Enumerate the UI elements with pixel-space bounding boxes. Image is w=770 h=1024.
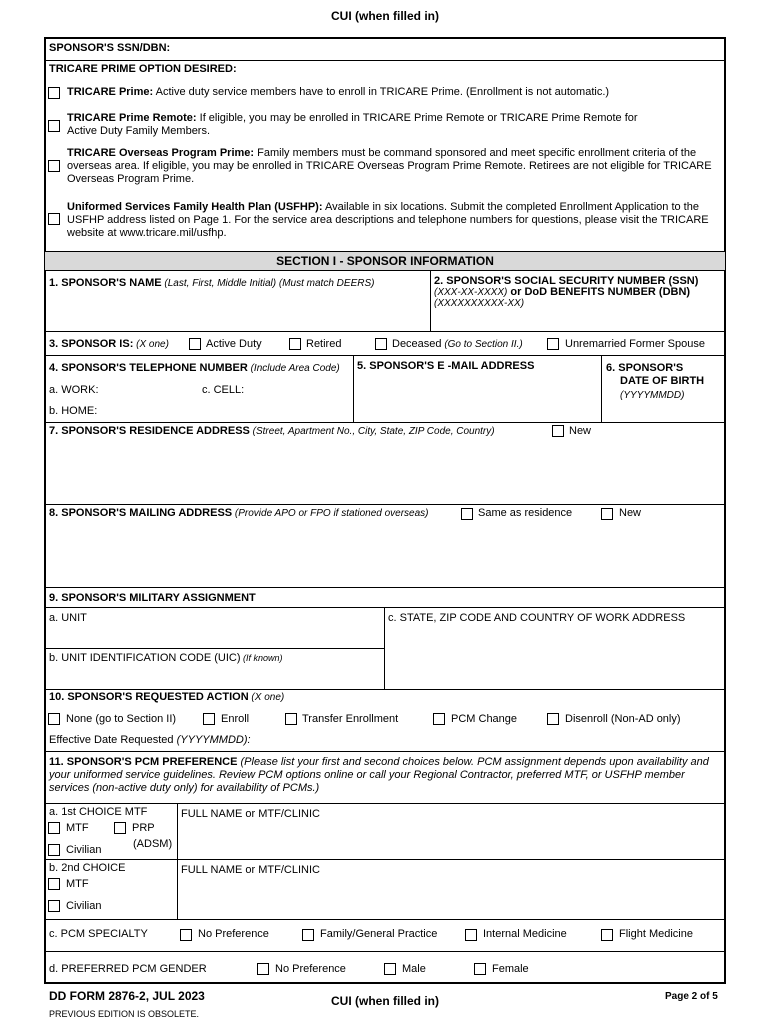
- uic-label: b. UNIT IDENTIFICATION CODE (UIC) (If known): [49, 652, 283, 664]
- retired-checkbox[interactable]: [289, 338, 301, 350]
- work-phone-label: a. WORK:: [49, 384, 99, 396]
- usfhp-checkbox[interactable]: [48, 213, 60, 225]
- first-choice-civilian-checkbox[interactable]: [48, 844, 60, 856]
- sponsor-dob-label-2: DATE OF BIRTH: [620, 375, 705, 387]
- pcm-preference-label: 11. SPONSOR'S PCM PREFERENCE (Please list your first and second choices below. PCM assignment depends upon availability and your uniformed service guidelines. Review PCM options online or call your Regional Contractor, preferred MTF, or USFHP member services (non-active duty only) for availability of PCMs.): [49, 756, 709, 794]
- specialty-internal-medicine-label: Internal Medicine: [483, 928, 567, 940]
- action-transfer-label: Transfer Enrollment: [302, 713, 399, 725]
- unit-label: a. UNIT: [49, 612, 87, 624]
- gender-male-checkbox[interactable]: [384, 963, 396, 975]
- first-choice-mtf-checkbox[interactable]: [48, 822, 60, 834]
- home-phone-label: b. HOME:: [49, 405, 98, 417]
- second-choice-civilian-checkbox[interactable]: [48, 900, 60, 912]
- sponsor-telephone-label: 4. SPONSOR'S TELEPHONE NUMBER (Include Area Code): [49, 362, 340, 374]
- mailing-address-input[interactable]: [46, 523, 724, 585]
- work-address-input[interactable]: [385, 626, 724, 688]
- tricare-prime-remote-text: TRICARE Prime Remote: If eligible, you may be enrolled in TRICARE Prime Remote or TRICARE Prime Remote for Active Duty Family Members.: [67, 112, 638, 137]
- specialty-family-practice-label: Family/General Practice: [320, 928, 438, 940]
- first-choice-civilian-label: Civilian: [66, 844, 102, 856]
- unremarried-former-spouse-label: Unremarried Former Spouse: [565, 338, 705, 350]
- second-choice-mtf-checkbox[interactable]: [48, 878, 60, 890]
- active-duty-checkbox[interactable]: [189, 338, 201, 350]
- first-choice-fullname-label: FULL NAME or MTF/CLINIC: [181, 808, 320, 820]
- usfhp-text: Uniformed Services Family Health Plan (USFHP): Available in six locations. Submit the completed Enrollment Application to the USFHP address listed on Page 1. For the service area descriptions and telephone numbers for questions, please visit the TRICARE website at www.tricare.mil/usfhp.: [67, 201, 709, 239]
- first-choice-mtf-label: MTF: [66, 822, 89, 834]
- specialty-no-preference-label: No Preference: [198, 928, 269, 940]
- unit-input[interactable]: [46, 626, 383, 647]
- action-enroll-label: Enroll: [221, 713, 250, 725]
- action-transfer-checkbox[interactable]: [285, 713, 297, 725]
- sponsor-ssn-input[interactable]: [431, 311, 725, 330]
- cui-footer: CUI (when filled in): [331, 994, 439, 1008]
- same-as-residence-label: Same as residence: [478, 507, 573, 519]
- specialty-no-preference-checkbox[interactable]: [180, 929, 192, 941]
- tricare-prime-remote-checkbox[interactable]: [48, 120, 60, 132]
- uic-input[interactable]: [46, 666, 383, 688]
- deceased-label: Deceased (Go to Section II.): [392, 338, 523, 350]
- form-number: DD FORM 2876-2, JUL 2023: [49, 989, 205, 1003]
- specialty-internal-medicine-checkbox[interactable]: [465, 929, 477, 941]
- first-choice-fullname-input[interactable]: [178, 822, 724, 858]
- deceased-checkbox[interactable]: [375, 338, 387, 350]
- action-disenroll-checkbox[interactable]: [547, 713, 559, 725]
- first-choice-label: a. 1st CHOICE MTF: [49, 806, 148, 818]
- sponsor-dob-hint: (YYYYMMDD): [620, 390, 685, 401]
- tricare-prime-text: TRICARE Prime: Active duty service members have to enroll in TRICARE Prime. (Enrollment is not automatic.): [67, 86, 610, 98]
- page-number: Page 2 of 5: [665, 991, 718, 1002]
- sponsor-email-input[interactable]: [354, 378, 600, 421]
- gender-female-checkbox[interactable]: [474, 963, 486, 975]
- prime-option-label: TRICARE PRIME OPTION DESIRED:: [49, 63, 237, 75]
- active-duty-label: Active Duty: [206, 338, 262, 350]
- effective-date-label: Effective Date Requested (YYYYMMDD):: [49, 734, 251, 746]
- work-address-label: c. STATE, ZIP CODE AND COUNTRY OF WORK ADDRESS: [388, 612, 686, 624]
- retired-label: Retired: [306, 338, 342, 350]
- work-phone-input[interactable]: [100, 381, 200, 399]
- military-assignment-label: 9. SPONSOR'S MILITARY ASSIGNMENT: [49, 592, 256, 604]
- first-choice-prp-checkbox[interactable]: [114, 822, 126, 834]
- residence-new-label: New: [569, 425, 592, 437]
- second-choice-mtf-label: MTF: [66, 878, 89, 890]
- action-enroll-checkbox[interactable]: [203, 713, 215, 725]
- gender-male-label: Male: [402, 963, 426, 975]
- action-none-label: None (go to Section II): [66, 713, 177, 725]
- cell-phone-label: c. CELL:: [202, 384, 245, 396]
- cui-header: CUI (when filled in): [331, 9, 439, 23]
- tricare-overseas-text: TRICARE Overseas Program Prime: Family members must be command sponsored and meet specific enrollment criteria of the overseas area. If eligible, you may be enrolled in TRICARE Overseas Program Prime Remote. Retirees are not eligible for TRICARE Overseas Program Prime.: [67, 147, 712, 185]
- sponsor-dob-input[interactable]: [602, 402, 725, 421]
- section-1-title: SECTION I - SPONSOR INFORMATION: [45, 251, 725, 271]
- unremarried-former-spouse-checkbox[interactable]: [547, 338, 559, 350]
- action-pcm-change-label: PCM Change: [451, 713, 518, 725]
- specialty-family-practice-checkbox[interactable]: [302, 929, 314, 941]
- second-choice-civilian-label: Civilian: [66, 900, 102, 912]
- specialty-flight-medicine-label: Flight Medicine: [619, 928, 693, 940]
- tricare-overseas-checkbox[interactable]: [48, 160, 60, 172]
- second-choice-label: b. 2nd CHOICE: [49, 862, 126, 874]
- sponsor-ssn-field-label: 2. SPONSOR'S SOCIAL SECURITY NUMBER (SSN) (XXX-XX-XXXX) or DoD BENEFITS NUMBER (DBN) (XXXXXXXXXX-XX): [434, 275, 699, 309]
- sponsor-dob-label-1: 6. SPONSOR'S: [606, 362, 684, 374]
- second-choice-fullname-input[interactable]: [178, 878, 724, 918]
- action-none-checkbox[interactable]: [48, 713, 60, 725]
- mailing-address-label: 8. SPONSOR'S MAILING ADDRESS (Provide APO or FPO if stationed overseas): [49, 507, 429, 519]
- effective-date-input[interactable]: [258, 731, 458, 749]
- second-choice-fullname-label: FULL NAME or MTF/CLINIC: [181, 864, 320, 876]
- mailing-new-label: New: [619, 507, 642, 519]
- sponsor-name-label: 1. SPONSOR'S NAME (Last, First, Middle Initial) (Must match DEERS): [49, 277, 375, 289]
- residence-new-checkbox[interactable]: [552, 425, 564, 437]
- sponsor-ssn-label: SPONSOR'S SSN/DBN:: [49, 42, 171, 54]
- sponsor-is-label: 3. SPONSOR IS: (X one): [49, 338, 169, 350]
- cell-phone-input[interactable]: [250, 381, 350, 399]
- tricare-prime-checkbox[interactable]: [48, 87, 60, 99]
- gender-no-preference-label: No Preference: [275, 963, 346, 975]
- gender-female-label: Female: [492, 963, 529, 975]
- gender-no-preference-checkbox[interactable]: [257, 963, 269, 975]
- residence-address-label: 7. SPONSOR'S RESIDENCE ADDRESS (Street, Apartment No., City, State, ZIP Code, Country): [49, 425, 495, 437]
- sponsor-name-input[interactable]: [45, 276, 430, 330]
- first-choice-prp-label: PRP: [132, 822, 155, 834]
- residence-address-input[interactable]: [46, 441, 724, 503]
- action-pcm-change-checkbox[interactable]: [433, 713, 445, 725]
- first-choice-adsm-label: (ADSM): [133, 838, 173, 850]
- home-phone-input[interactable]: [100, 402, 350, 420]
- same-as-residence-checkbox[interactable]: [461, 508, 473, 520]
- pcm-specialty-label: c. PCM SPECIALTY: [49, 928, 148, 940]
- action-disenroll-label: Disenroll (Non-AD only): [565, 713, 681, 725]
- specialty-flight-medicine-checkbox[interactable]: [601, 929, 613, 941]
- pcm-gender-label: d. PREFERRED PCM GENDER: [49, 963, 207, 975]
- sponsor-email-label: 5. SPONSOR'S E -MAIL ADDRESS: [357, 360, 535, 372]
- requested-action-label: 10. SPONSOR'S REQUESTED ACTION (X one): [49, 691, 285, 703]
- previous-edition-note: PREVIOUS EDITION IS OBSOLETE.: [49, 1009, 200, 1019]
- mailing-new-checkbox[interactable]: [601, 508, 613, 520]
